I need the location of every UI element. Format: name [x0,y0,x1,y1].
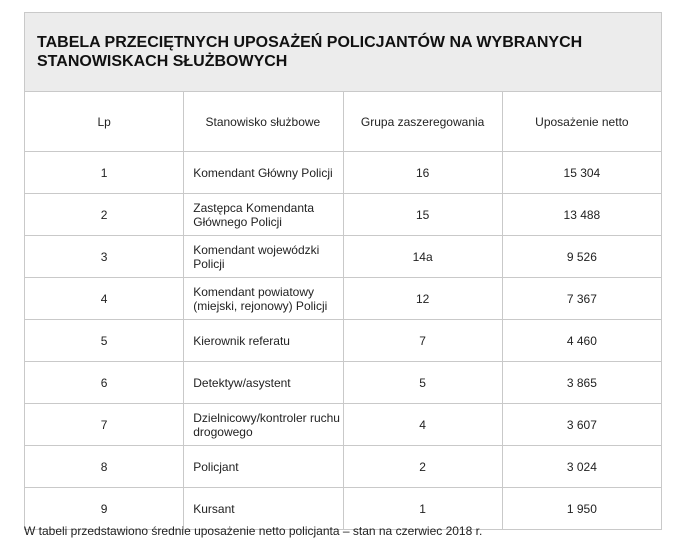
salary-table [24,12,662,530]
header-lp: Lp [25,92,184,152]
cell-grupa: 16 [343,152,502,194]
cell-stanowisko: Kierownik referatu [184,320,343,362]
cell-stanowisko: Komendant Główny Policji [184,152,343,194]
cell-grupa: 7 [343,320,502,362]
cell-lp: 1 [25,152,184,194]
cell-grupa: 12 [343,278,502,320]
table-header-row [25,92,662,152]
cell-lp: 5 [25,320,184,362]
header-grupa: Grupa zaszeregowania [343,92,502,152]
cell-uposazenie: 9 526 [502,236,661,278]
table-row [25,362,662,404]
cell-lp: 7 [25,404,184,446]
cell-lp: 4 [25,278,184,320]
cell-grupa: 5 [343,362,502,404]
salary-table-container [24,12,662,530]
cell-uposazenie: 1 950 [502,488,661,530]
cell-uposazenie: 3 024 [502,446,661,488]
cell-stanowisko: Zastępca Komendanta Głównego Policji [184,194,343,236]
table-row [25,278,662,320]
cell-uposazenie: 3 607 [502,404,661,446]
table-row [25,236,662,278]
table-row [25,446,662,488]
cell-stanowisko: Dzielnicowy/kontroler ruchu drogowego [184,404,343,446]
table-footnote: W tabeli przedstawiono średnie uposażenie netto policjanta – stan na czerwiec 2018 r. [24,524,483,538]
cell-stanowisko: Komendant wojewódzki Policji [184,236,343,278]
cell-stanowisko: Policjant [184,446,343,488]
cell-grupa: 15 [343,194,502,236]
header-uposazenie: Uposażenie netto [502,92,661,152]
cell-stanowisko: Detektyw/asystent [184,362,343,404]
cell-lp: 2 [25,194,184,236]
table-row [25,320,662,362]
table-title: TABELA PRZECIĘTNYCH UPOSAŻEŃ POLICJANTÓW NA WYBRANYCH STANOWISKACH SŁUŻBOWYCH [25,13,662,92]
cell-lp: 9 [25,488,184,530]
cell-stanowisko: Kursant [184,488,343,530]
cell-uposazenie: 4 460 [502,320,661,362]
cell-grupa: 1 [343,488,502,530]
header-stanowisko: Stanowisko służbowe [184,92,343,152]
table-row [25,404,662,446]
table-row [25,194,662,236]
cell-uposazenie: 3 865 [502,362,661,404]
cell-lp: 3 [25,236,184,278]
cell-uposazenie: 7 367 [502,278,661,320]
cell-grupa: 14a [343,236,502,278]
cell-grupa: 4 [343,404,502,446]
cell-uposazenie: 13 488 [502,194,661,236]
table-row [25,152,662,194]
cell-lp: 8 [25,446,184,488]
cell-grupa: 2 [343,446,502,488]
cell-uposazenie: 15 304 [502,152,661,194]
cell-lp: 6 [25,362,184,404]
cell-stanowisko: Komendant powiatowy (miejski, rejonowy) Policji [184,278,343,320]
